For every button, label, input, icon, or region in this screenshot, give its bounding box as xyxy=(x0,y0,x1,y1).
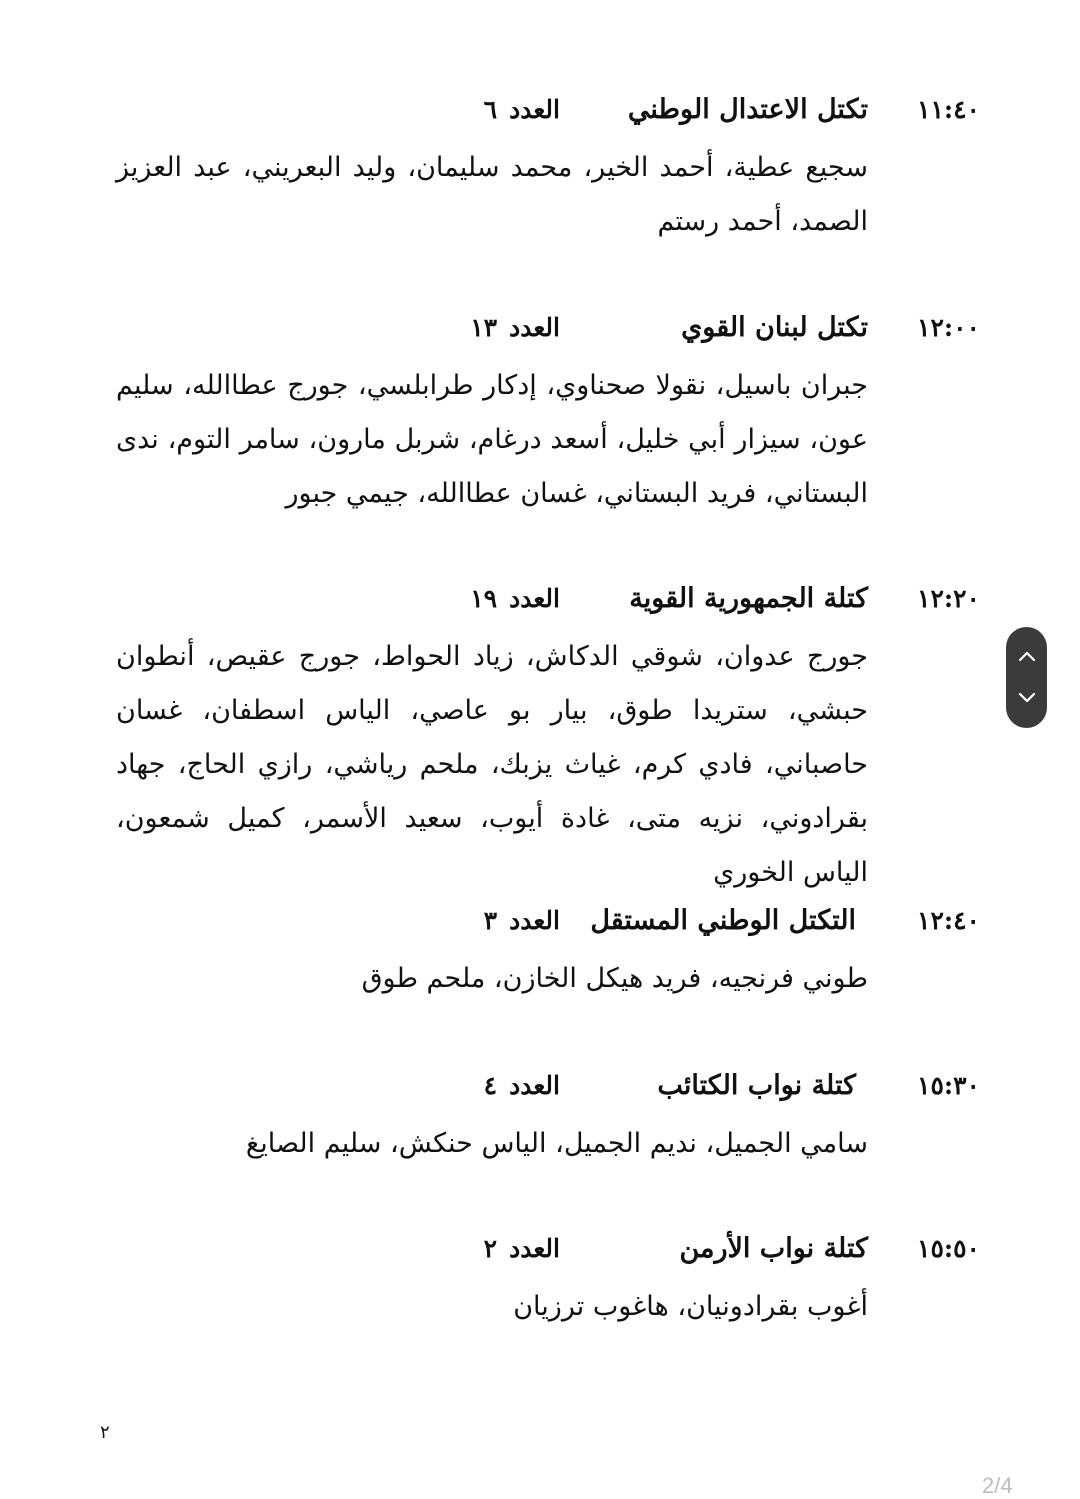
members-list: سامي الجميل، نديم الجميل، الياس حنكش، سليم الصايغ xyxy=(245,1128,868,1159)
page-counter: 2/4 xyxy=(982,1473,1013,1498)
page-number: ٢ xyxy=(100,1422,110,1443)
members-list: طوني فرنجيه، فريد هيكل الخازن، ملحم طوق xyxy=(361,963,868,994)
count-label: العدد xyxy=(509,1234,560,1263)
count-value: ١٩ xyxy=(470,584,498,613)
entry-time: ١٢:٤٠ xyxy=(917,906,980,935)
count-label: العدد xyxy=(509,906,560,935)
count-value: ٤ xyxy=(483,1071,498,1100)
count-label: العدد xyxy=(509,95,560,124)
count-label: العدد xyxy=(509,584,560,613)
chevron-up-icon xyxy=(1018,647,1036,666)
entry-time: ١١:٤٠ xyxy=(917,95,980,124)
member-count xyxy=(470,95,560,125)
members-list: جورج عدوان، شوقي الدكاش، زياد الحواط، جورج عقيص، أنطوان حبشي، ستريدا طوق، بيار بو عاصي، الياس اسطفان، غسان حاصباني، فادي كرم، غياث يزبك، ملحم رياشي، رازي الحاج، جهاد بقرادوني، نزيه متى، غادة أيوب، سعيد الأسمر، كميل شمعون، الياس الخوري xyxy=(116,641,868,888)
entry-time: ١٢:٢٠ xyxy=(917,584,980,613)
bloc-name: كتلة نواب الكتائب xyxy=(657,1070,856,1101)
entry-time: ١٥:٣٠ xyxy=(917,1071,980,1100)
member-count xyxy=(470,1234,560,1264)
page-navigation xyxy=(1006,627,1047,728)
bloc-name: تكتل لبنان القوي xyxy=(681,312,868,343)
count-label: العدد xyxy=(509,1071,560,1100)
bloc-name: كتلة نواب الأرمن xyxy=(679,1233,868,1264)
count-value: ٣ xyxy=(483,906,498,935)
chevron-down-icon xyxy=(1018,689,1036,708)
count-value: ٢ xyxy=(483,1234,498,1263)
count-label: العدد xyxy=(509,313,560,342)
member-count xyxy=(470,313,560,343)
member-count xyxy=(470,906,560,936)
members-list: أغوب بقرادونيان، هاغوب ترزيان xyxy=(513,1291,868,1322)
members-list: سجيع عطية، أحمد الخير، محمد سليمان، وليد البعريني، عبد العزيز الصمد، أحمد رستم xyxy=(116,152,868,237)
entry-time: ١٥:٥٠ xyxy=(917,1234,980,1263)
count-value: ٦ xyxy=(483,95,498,124)
members-list: جبران باسيل، نقولا صحناوي، إدكار طرابلسي، جورج عطاالله، سليم عون، سيزار أبي خليل، أسعد درغام، شربل مارون، سامر التوم، ندى البستاني، فريد البستاني، غسان عطاالله، جيمي جبور xyxy=(116,370,868,509)
member-count xyxy=(470,1071,560,1101)
member-count xyxy=(470,584,560,614)
entry-time: ١٢:٠٠ xyxy=(917,313,980,342)
bloc-name: تكتل الاعتدال الوطني xyxy=(627,94,868,125)
bloc-name: التكتل الوطني المستقل xyxy=(590,905,856,936)
next-page-button[interactable] xyxy=(1006,673,1047,723)
bloc-name: كتلة الجمهورية القوية xyxy=(629,583,868,614)
count-value: ١٣ xyxy=(470,313,498,342)
